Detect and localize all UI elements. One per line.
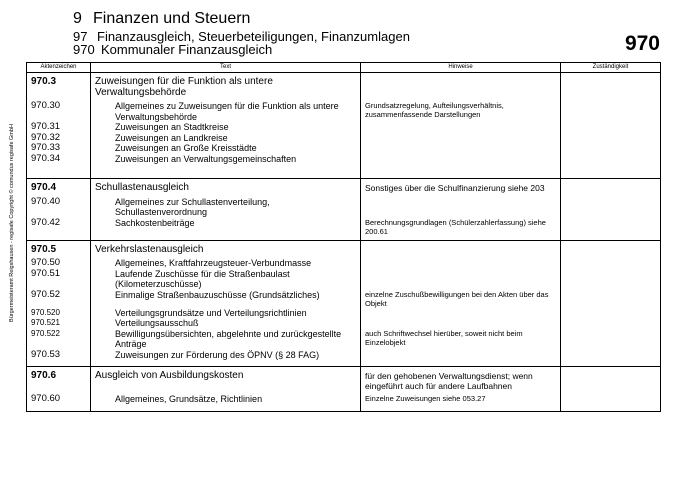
group-title: Zuweisungen für die Funktion als untere Verwaltungsbehörde [91,73,361,99]
group-code: 970.6 [27,367,91,392]
file-text: Zuweisungen an Große Kreisstädte [91,143,361,154]
group-heading-row [27,179,661,194]
file-hint [361,258,561,269]
file-code: 970.51 [27,269,91,290]
table-row [27,269,661,290]
responsibility-cell [561,218,661,236]
table-row [27,133,661,144]
file-text: Einmalige Straßenbauzuschüsse (Grundsätzliches) [91,290,361,308]
spacer-row [27,405,661,412]
file-text: Allgemeines zur Schullastenverteilung, Schullastenverordnung [91,197,361,218]
file-hint [361,197,561,218]
group-hint: für den gehobenen Verwaltungsdienst; wenn eingeführt auch für andere Laufbahnen [361,367,561,392]
group-heading-row [27,240,661,255]
responsibility-cell [561,367,661,392]
file-code: 970.30 [27,101,91,122]
file-code: 970.520 [27,308,91,319]
table-row [27,290,661,308]
responsibility-cell [561,73,661,99]
responsibility-cell [561,394,661,405]
responsibility-cell [561,269,661,290]
file-hint: Grundsatzregelung, Aufteilungsverhältnis, zusammenfassende Darstellungen [361,101,561,122]
group-code: 970.5 [27,240,91,255]
group-title: Schullastenausgleich [91,179,361,194]
file-hint [361,269,561,290]
group-heading-row [27,367,661,392]
file-code: 970.40 [27,197,91,218]
file-code: 970.521 [27,318,91,329]
file-code: 970.33 [27,143,91,154]
responsibility-cell [561,101,661,122]
responsibility-cell [561,122,661,133]
group-heading-row [27,73,661,99]
file-text: Verteilungsausschuß [91,318,361,329]
file-hint [361,350,561,361]
group-code: 970.4 [27,179,91,194]
file-code: 970.52 [27,290,91,308]
filing-plan-table [26,62,661,412]
subsection-title: 970 Kommunaler Finanzausgleich [73,42,273,57]
file-text: Laufende Zuschüsse für die Straßenbaulast (Kilometerzuschüsse) [91,269,361,290]
table-row [27,101,661,122]
table-row [27,394,661,405]
responsibility-cell [561,308,661,319]
file-code: 970.34 [27,154,91,165]
file-text: Sachkostenbeiträge [91,218,361,236]
table-row [27,143,661,154]
group-title: Ausgleich von Ausbildungskosten [91,367,361,392]
file-hint [361,133,561,144]
file-text: Allgemeines, Kraftfahrzeugsteuer-Verbundmasse [91,258,361,269]
file-code: 970.50 [27,258,91,269]
chapter-title: 9 Finanzen und Steuern [73,10,251,27]
file-text: Zuweisungen an Stadtkreise [91,122,361,133]
file-hint [361,308,561,319]
responsibility-cell [561,329,661,350]
section-title: 97 Finanzausgleich, Steuerbeteiligungen, Finanzumlagen [73,29,410,44]
file-text: Allgemeines zu Zuweisungen für die Funktion als untere Verwaltungsbehörde [91,101,361,122]
column-header: Text [91,63,361,73]
file-hint: Berechnungsgrundlagen (Schülerzahlerfassung) siehe 200.61 [361,218,561,236]
file-hint: Einzelne Zuweisungen siehe 053.27 [361,394,561,405]
table-row [27,122,661,133]
file-code: 970.42 [27,218,91,236]
column-header: Zuständigkeit [561,63,661,73]
group-hint: Sonstiges über die Schulfinanzierung siehe 203 [361,179,561,194]
responsibility-cell [561,133,661,144]
table-row [27,308,661,319]
file-code: 970.31 [27,122,91,133]
file-text: Verteilungsgrundsätze und Verteilungsrichtlinien [91,308,361,319]
responsibility-cell [561,197,661,218]
table-row [27,154,661,165]
spacer-row [27,164,661,179]
file-hint [361,122,561,133]
table-row [27,329,661,350]
file-text: Allgemeines, Grundsätze, Richtlinien [91,394,361,405]
table-body [27,73,661,412]
responsibility-cell [561,350,661,361]
responsibility-cell [561,290,661,308]
responsibility-cell [561,154,661,165]
group-code: 970.3 [27,73,91,99]
column-header: Aktenzeichen [27,63,91,73]
file-text: Zuweisungen an Verwaltungsgemeinschaften [91,154,361,165]
file-hint [361,143,561,154]
table-row [27,318,661,329]
group-hint [361,240,561,255]
table-row [27,218,661,236]
responsibility-cell [561,179,661,194]
file-code: 970.60 [27,394,91,405]
group-title: Verkehrslastenausgleich [91,240,361,255]
page-number: 970 [624,32,660,55]
file-hint: einzelne Zuschußbewilligungen bei den Akten über das Objekt [361,290,561,308]
file-text: Zuweisungen zur Förderung des ÖPNV (§ 28 FAG) [91,350,361,361]
table-row [27,197,661,218]
file-hint [361,318,561,329]
file-text: Bewilligungsübersichten, abgelehnte und zurückgestellte Anträge [91,329,361,350]
column-header: Hinweise [361,63,561,73]
responsibility-cell [561,240,661,255]
responsibility-cell [561,258,661,269]
file-hint [361,154,561,165]
table-row [27,350,661,361]
copyright-note: Bürgermeisteramt Reigshausen - regisafe Copyright © comundus regisafe GmbH [9,124,15,322]
group-hint [361,73,561,99]
file-hint: auch Schriftwechsel hierüber, soweit nicht beim Einzelobjekt [361,329,561,350]
file-text: Zuweisungen an Landkreise [91,133,361,144]
table-header-row [27,63,661,73]
table-row [27,258,661,269]
responsibility-cell [561,143,661,154]
file-code: 970.53 [27,350,91,361]
file-code: 970.522 [27,329,91,350]
responsibility-cell [561,318,661,329]
file-code: 970.32 [27,133,91,144]
